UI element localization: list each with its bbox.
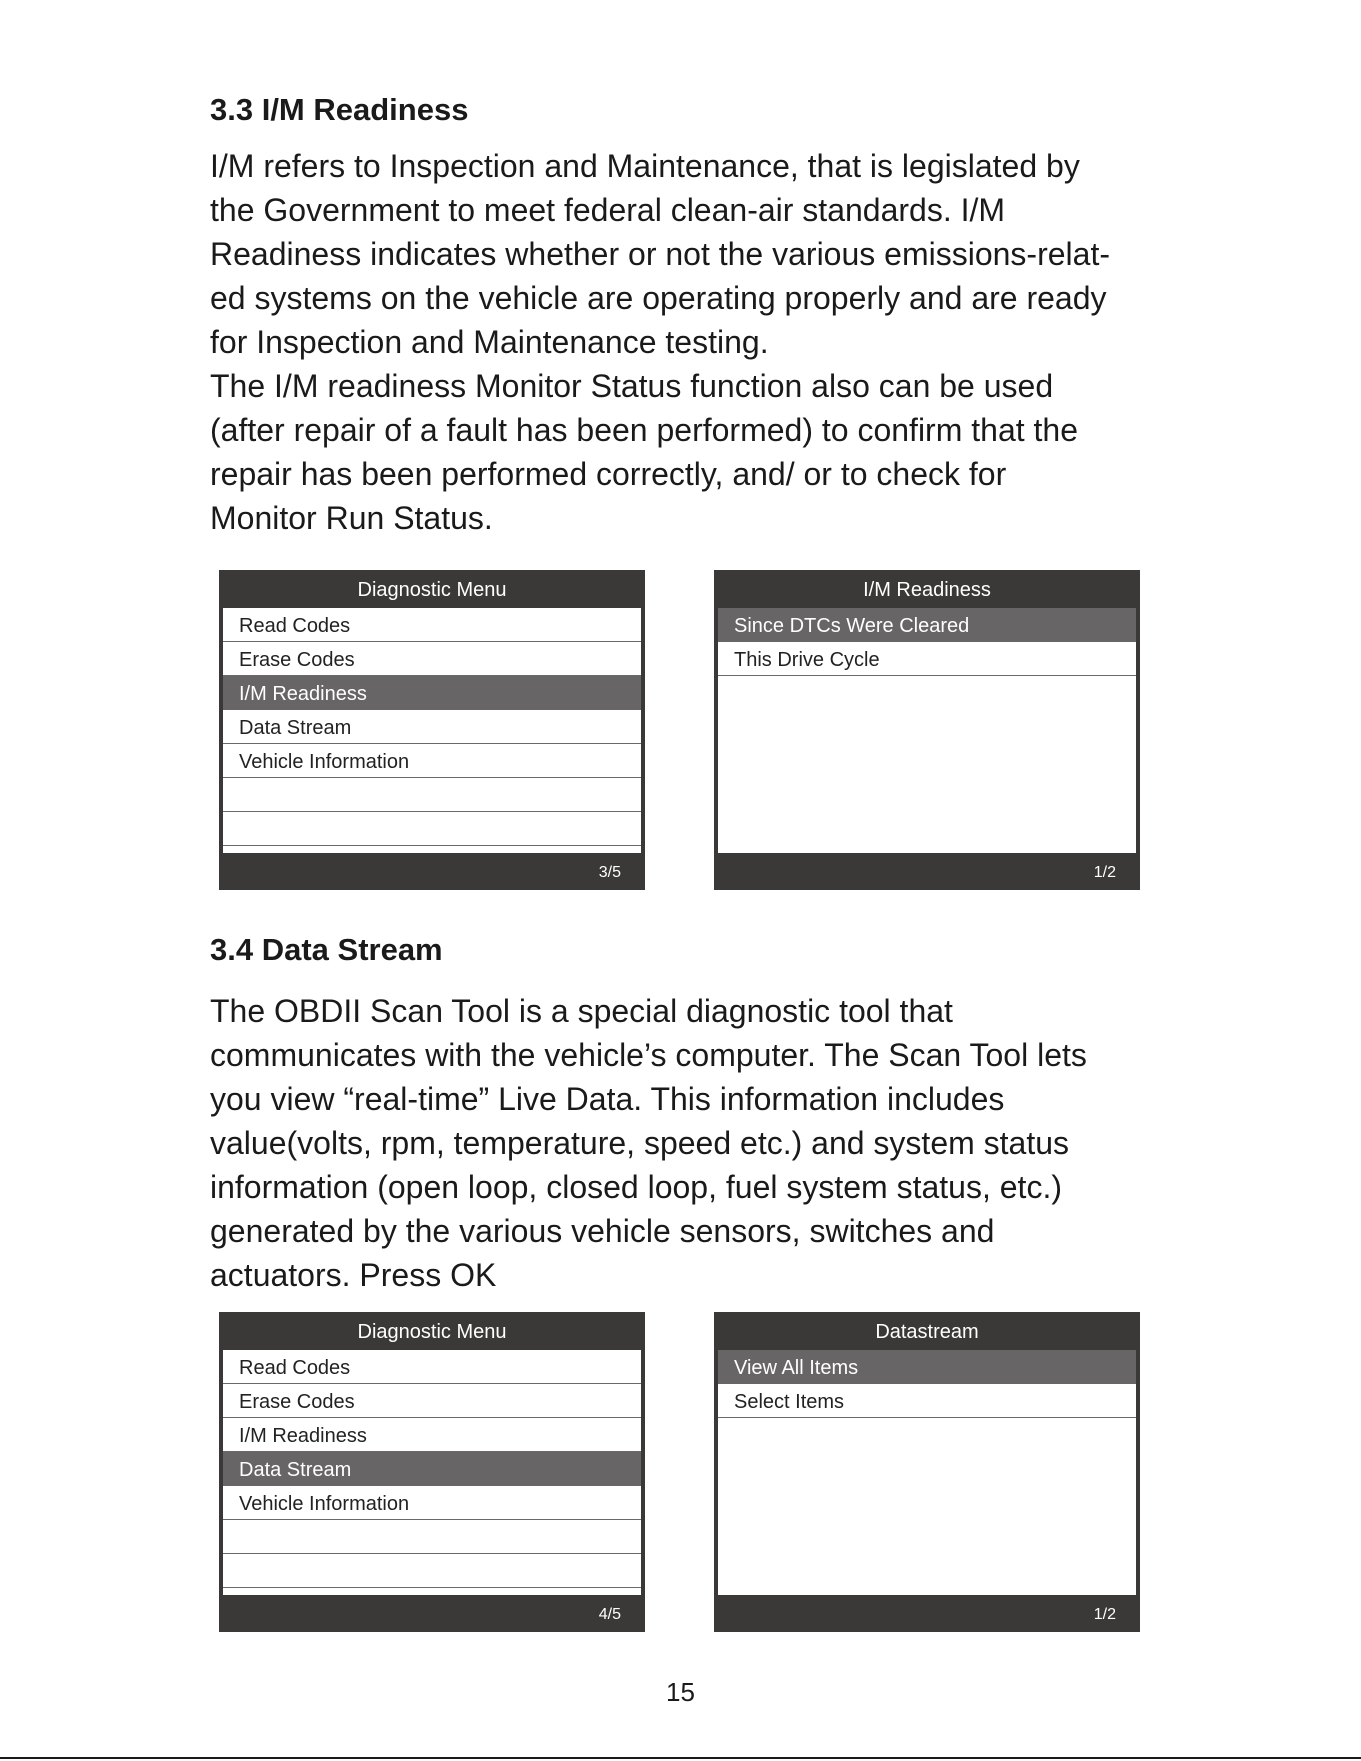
menu-item-select-items[interactable]: Select Items	[718, 1384, 1136, 1418]
page-indicator: 1/2	[1093, 1606, 1116, 1623]
paragraph-line: generated by the various vehicle sensors, switches and	[210, 1213, 995, 1249]
menu-item-data-stream[interactable]: Data Stream	[223, 1452, 641, 1486]
empty-row	[223, 1554, 641, 1588]
menu-item-vehicle-information[interactable]: Vehicle Information	[223, 1486, 641, 1520]
menu-item-im-readiness[interactable]: I/M Readiness	[223, 1418, 641, 1452]
paragraph-line: the Government to meet federal clean-air standards. I/M	[210, 192, 1006, 228]
section-title-data-stream: 3.4 Data Stream	[210, 932, 443, 967]
empty-row	[223, 812, 641, 846]
menu-list	[718, 1350, 1136, 1595]
menu-item-view-all-items[interactable]: View All Items	[718, 1350, 1136, 1384]
paragraph-line: The I/M readiness Monitor Status function also can be used	[210, 368, 1054, 404]
menu-item-im-readiness[interactable]: I/M Readiness	[223, 676, 641, 710]
diagnostic-menu-screen	[219, 1312, 645, 1632]
paragraph-line: actuators. Press OK	[210, 1257, 497, 1293]
menu-item-since-dtcs-cleared[interactable]: Since DTCs Were Cleared	[718, 608, 1136, 642]
menu-list	[718, 608, 1136, 853]
paragraph-line: Monitor Run Status.	[210, 500, 493, 536]
section-title-im-readiness: 3.3 I/M Readiness	[210, 92, 469, 127]
menu-item-data-stream[interactable]: Data Stream	[223, 710, 641, 744]
menu-item-read-codes[interactable]: Read Codes	[223, 608, 641, 642]
paragraph-line: (after repair of a fault has been performed) to confirm that the	[210, 412, 1078, 448]
paragraph-line: communicates with the vehicle’s computer. The Scan Tool lets	[210, 1037, 1087, 1073]
paragraph-line: for Inspection and Maintenance testing.	[210, 324, 769, 360]
menu-item-this-drive-cycle[interactable]: This Drive Cycle	[718, 642, 1136, 676]
page-indicator: 3/5	[598, 864, 621, 881]
im-readiness-paragraph	[210, 144, 1170, 540]
screen-title: I/M Readiness	[863, 579, 991, 601]
paragraph-line: I/M refers to Inspection and Maintenance, that is legislated by	[210, 148, 1080, 184]
diagnostic-menu-screen	[219, 570, 645, 890]
paragraph-line: value(volts, rpm, temperature, speed etc.) and system status	[210, 1125, 1070, 1161]
screen-title: Datastream	[875, 1321, 979, 1343]
menu-item-read-codes[interactable]: Read Codes	[223, 1350, 641, 1384]
data-stream-paragraph	[210, 989, 1170, 1297]
screen-title: Diagnostic Menu	[357, 1321, 507, 1343]
menu-list	[223, 1350, 641, 1595]
paragraph-line: repair has been performed correctly, and/ or to check for	[210, 456, 1007, 492]
paragraph-line: information (open loop, closed loop, fuel system status, etc.)	[210, 1169, 1062, 1205]
page-bottom-rule	[0, 1757, 1361, 1759]
page-number: 15	[666, 1677, 695, 1707]
page-indicator: 1/2	[1093, 864, 1116, 881]
menu-item-vehicle-information[interactable]: Vehicle Information	[223, 744, 641, 778]
page-indicator: 4/5	[598, 1606, 621, 1623]
screen-title: Diagnostic Menu	[357, 579, 507, 601]
menu-item-erase-codes[interactable]: Erase Codes	[223, 642, 641, 676]
menu-item-erase-codes[interactable]: Erase Codes	[223, 1384, 641, 1418]
paragraph-line: ed systems on the vehicle are operating properly and are ready	[210, 280, 1107, 316]
paragraph-line: The OBDII Scan Tool is a special diagnostic tool that	[210, 993, 953, 1029]
empty-row	[223, 1520, 641, 1554]
menu-list	[223, 608, 641, 853]
im-readiness-screen	[714, 570, 1140, 890]
paragraph-line: you view “real-time” Live Data. This information includes	[210, 1081, 1005, 1117]
empty-row	[223, 778, 641, 812]
datastream-screen	[714, 1312, 1140, 1632]
paragraph-line: Readiness indicates whether or not the various emissions-relat-	[210, 236, 1110, 272]
